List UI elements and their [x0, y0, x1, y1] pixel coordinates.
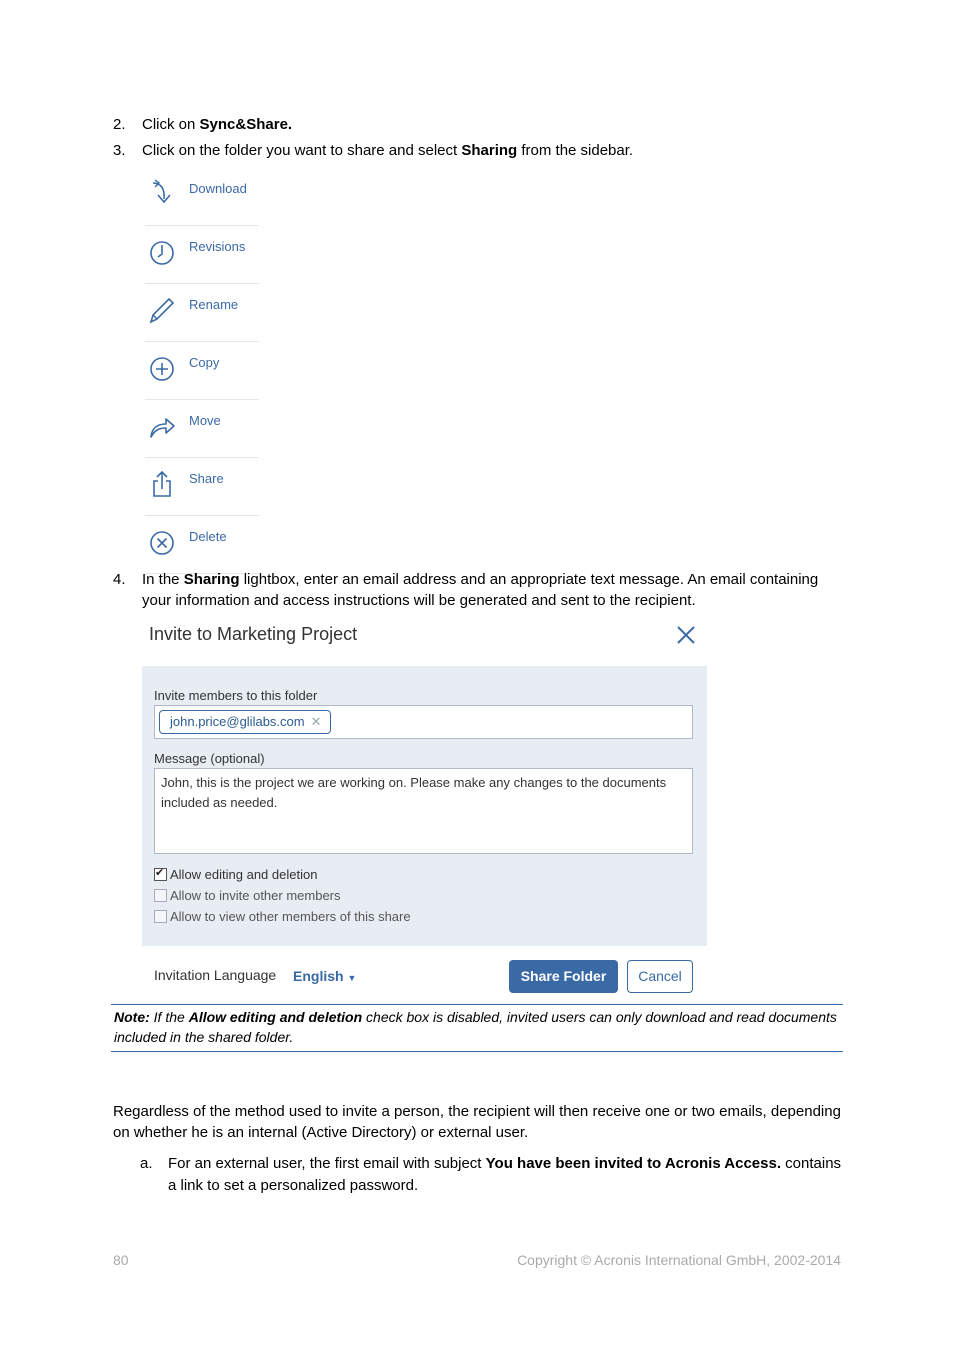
sub-item-text	[168, 1153, 848, 1197]
sub-item-bold: You have been invited to Acronis Access.	[485, 1155, 782, 1172]
note-box	[111, 1004, 843, 1052]
sidebar-item-rename[interactable]	[145, 284, 259, 342]
step-text	[142, 114, 843, 135]
checkbox-label: Allow editing and deletion	[170, 867, 318, 882]
sidebar-item-label: Share	[189, 471, 224, 486]
step-text-plain: lightbox, enter an email address and an appropriate text message. An email containing your information and access instructions will be generated and sent to the recipient.	[142, 571, 819, 609]
download-icon	[147, 179, 177, 209]
language-value: English	[293, 968, 344, 984]
sidebar-item-label: Delete	[189, 529, 227, 544]
language-label: Invitation Language	[154, 967, 277, 983]
checkbox-allow-view-members[interactable]	[154, 909, 411, 924]
caret-down-icon: ▼	[347, 973, 357, 983]
email-token-text: john.price@glilabs.com	[170, 714, 305, 729]
checkbox-allow-editing[interactable]	[154, 867, 317, 882]
arrow-forward-icon	[147, 411, 177, 441]
step-text-bold: Sharing	[183, 571, 240, 588]
sidebar-item-revisions[interactable]	[145, 226, 259, 284]
invite-input[interactable]	[154, 705, 693, 739]
checkbox-label: Allow to view other members of this share	[170, 909, 411, 924]
sidebar-item-move[interactable]	[145, 400, 259, 458]
checkbox[interactable]	[154, 889, 167, 902]
note-bold: Allow editing and deletion	[188, 1009, 363, 1025]
step-text-plain: In the	[142, 571, 184, 588]
sidebar-item-label: Download	[189, 181, 247, 196]
sidebar-item-share[interactable]	[145, 458, 259, 516]
step-text	[142, 140, 843, 161]
cancel-button[interactable]: Cancel	[627, 960, 693, 993]
message-textarea[interactable]: John, this is the project we are working on. Please make any changes to the documents included as needed.	[154, 768, 693, 854]
sub-item-plain: contains a link to set a personalized password.	[168, 1155, 842, 1194]
pencil-icon	[147, 295, 177, 325]
step-number: 4.	[113, 571, 126, 588]
remove-token-icon[interactable]: ✕	[310, 714, 322, 729]
sidebar-item-label: Rename	[189, 297, 239, 312]
note-text: check box is disabled, invited users can only download and read documents included in the shared folder.	[114, 1009, 837, 1045]
step-number: 3.	[113, 142, 126, 159]
sidebar-item-download[interactable]	[145, 168, 259, 226]
step-text-plain: Click on	[142, 116, 200, 133]
step-text	[142, 569, 843, 611]
note-lead: Note:	[114, 1009, 150, 1025]
step-number: 2.	[113, 116, 126, 133]
step-text-bold: Sync&Share.	[199, 116, 293, 133]
dialog-title: Invite to Marketing Project	[149, 624, 358, 644]
share-icon	[147, 469, 177, 499]
sidebar-item-label: Revisions	[189, 239, 246, 254]
language-dropdown[interactable]	[293, 968, 356, 984]
message-label: Message (optional)	[154, 751, 265, 766]
copyright: Copyright © Acronis International GmbH, 2002-2014	[517, 1252, 841, 1268]
plus-circle-icon	[147, 353, 177, 383]
sidebar-item-label: Move	[189, 413, 221, 428]
checkbox[interactable]	[154, 868, 167, 881]
sub-item-letter: a.	[140, 1155, 153, 1172]
checkbox[interactable]	[154, 910, 167, 923]
sidebar-item-delete[interactable]	[145, 516, 259, 574]
close-icon[interactable]	[676, 625, 696, 645]
checkbox-label: Allow to invite other members	[170, 888, 341, 903]
file-action-sidebar	[145, 168, 259, 574]
note-text: If the	[149, 1009, 189, 1025]
x-circle-icon	[147, 527, 177, 557]
clock-icon	[147, 237, 177, 267]
sub-item-plain: For an external user, the first email with subject	[168, 1155, 486, 1172]
share-folder-button[interactable]: Share Folder	[509, 960, 618, 993]
page-number: 80	[113, 1252, 129, 1268]
sidebar-item-copy[interactable]	[145, 342, 259, 400]
step-text-plain: Click on the folder you want to share and select	[142, 142, 462, 159]
step-text-plain: from the sidebar.	[517, 142, 634, 159]
checkbox-allow-invite[interactable]	[154, 888, 341, 903]
invite-label: Invite members to this folder	[154, 688, 318, 703]
email-token[interactable]	[159, 710, 331, 734]
sidebar-item-label: Copy	[189, 355, 220, 370]
step-text-bold: Sharing	[461, 142, 518, 159]
body-paragraph: Regardless of the method used to invite a person, the recipient will then receive one or two emails, depending on whether he is an internal (Active Directory) or external user.	[113, 1103, 841, 1141]
